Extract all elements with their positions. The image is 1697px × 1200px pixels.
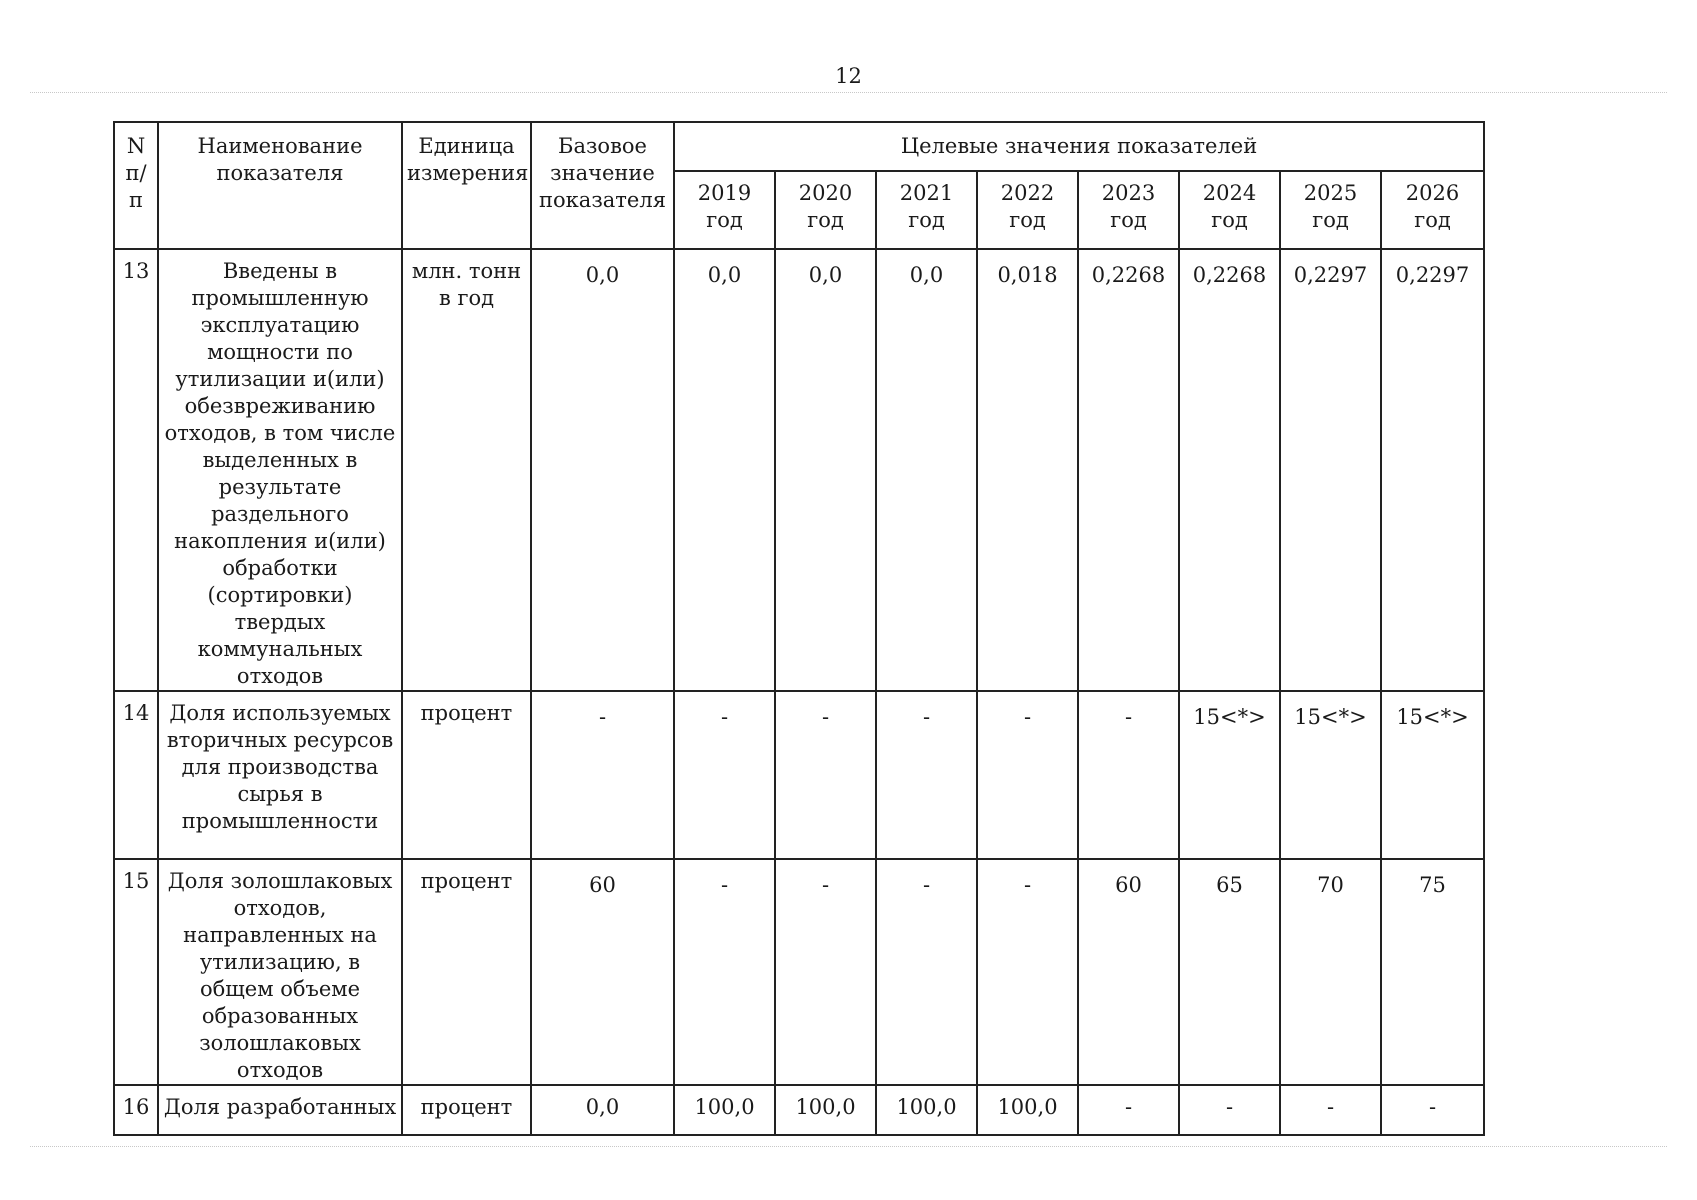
row-value-2019: - [674, 691, 775, 859]
row-unit: процент [402, 859, 531, 1085]
row-num: 14 [114, 691, 158, 859]
row-value-2019: 0,0 [674, 249, 775, 691]
header-num: N п/ п [114, 122, 158, 249]
row-value-2026: 75 [1381, 859, 1484, 1085]
row-value-2022: 0,018 [977, 249, 1078, 691]
row-value-2022: 100,0 [977, 1085, 1078, 1135]
row-value-2025: 15<*> [1280, 691, 1381, 859]
table-row [114, 249, 1484, 691]
row-value-2019: - [674, 859, 775, 1085]
row-value-2026: - [1381, 1085, 1484, 1135]
row-value-2026: 15<*> [1381, 691, 1484, 859]
row-value-2024: 0,2268 [1179, 249, 1280, 691]
header-year: 2022 год [977, 171, 1078, 249]
row-value-2021: 0,0 [876, 249, 977, 691]
header-year: 2020 год [775, 171, 876, 249]
row-value-2019: 100,0 [674, 1085, 775, 1135]
row-value-2023: - [1078, 1085, 1179, 1135]
row-value-2023: - [1078, 691, 1179, 859]
header-year: 2021 год [876, 171, 977, 249]
header-target-values: Целевые значения показателей [674, 122, 1484, 171]
row-value-2024: 15<*> [1179, 691, 1280, 859]
row-value-2025: 0,2297 [1280, 249, 1381, 691]
row-value-2021: - [876, 691, 977, 859]
row-num: 15 [114, 859, 158, 1085]
row-num: 13 [114, 249, 158, 691]
row-unit: процент [402, 1085, 531, 1135]
row-base: 60 [531, 859, 674, 1085]
row-value-2020: 0,0 [775, 249, 876, 691]
page-number: 12 [835, 64, 862, 88]
row-value-2026: 0,2297 [1381, 249, 1484, 691]
row-name: Доля золошлаковых отходов, направленных на утилизацию, в общем объеме образованных золошлаковых отходов [158, 859, 402, 1085]
row-name: Доля используемых вторичных ресурсов для производства сырья в промышленности [158, 691, 402, 859]
row-name: Доля разработанных [158, 1085, 402, 1135]
table-row [114, 1085, 1484, 1135]
scan-artifact-line-top [30, 92, 1667, 93]
row-base: - [531, 691, 674, 859]
row-base: 0,0 [531, 1085, 674, 1135]
header-base: Базовое значение показателя [531, 122, 674, 249]
header-year: 2025 год [1280, 171, 1381, 249]
row-value-2024: - [1179, 1085, 1280, 1135]
header-name: Наименование показателя [158, 122, 402, 249]
header-unit: Единица измерения [402, 122, 531, 249]
row-name: Введены в промышленную эксплуатацию мощности по утилизации и(или) обезвреживанию отходов, в том числе выделенных в результате раздельного накопления и(или) обработки (сортировки) твердых коммунальных отходов [158, 249, 402, 691]
row-value-2022: - [977, 691, 1078, 859]
row-value-2024: 65 [1179, 859, 1280, 1085]
row-base: 0,0 [531, 249, 674, 691]
row-value-2021: 100,0 [876, 1085, 977, 1135]
row-value-2023: 60 [1078, 859, 1179, 1085]
row-value-2020: - [775, 859, 876, 1085]
header-year: 2019 год [674, 171, 775, 249]
table-row [114, 691, 1484, 859]
header-year: 2024 год [1179, 171, 1280, 249]
scan-artifact-line-bottom [30, 1146, 1667, 1147]
row-unit: млн. тонн в год [402, 249, 531, 691]
header-year: 2023 год [1078, 171, 1179, 249]
row-value-2020: - [775, 691, 876, 859]
row-value-2021: - [876, 859, 977, 1085]
row-value-2025: 70 [1280, 859, 1381, 1085]
row-num: 16 [114, 1085, 158, 1135]
indicators-table [113, 121, 1485, 1136]
header-row-1 [114, 122, 1484, 171]
header-year: 2026 год [1381, 171, 1484, 249]
table-row [114, 859, 1484, 1085]
row-value-2023: 0,2268 [1078, 249, 1179, 691]
row-unit: процент [402, 691, 531, 859]
row-value-2025: - [1280, 1085, 1381, 1135]
row-value-2022: - [977, 859, 1078, 1085]
row-value-2020: 100,0 [775, 1085, 876, 1135]
